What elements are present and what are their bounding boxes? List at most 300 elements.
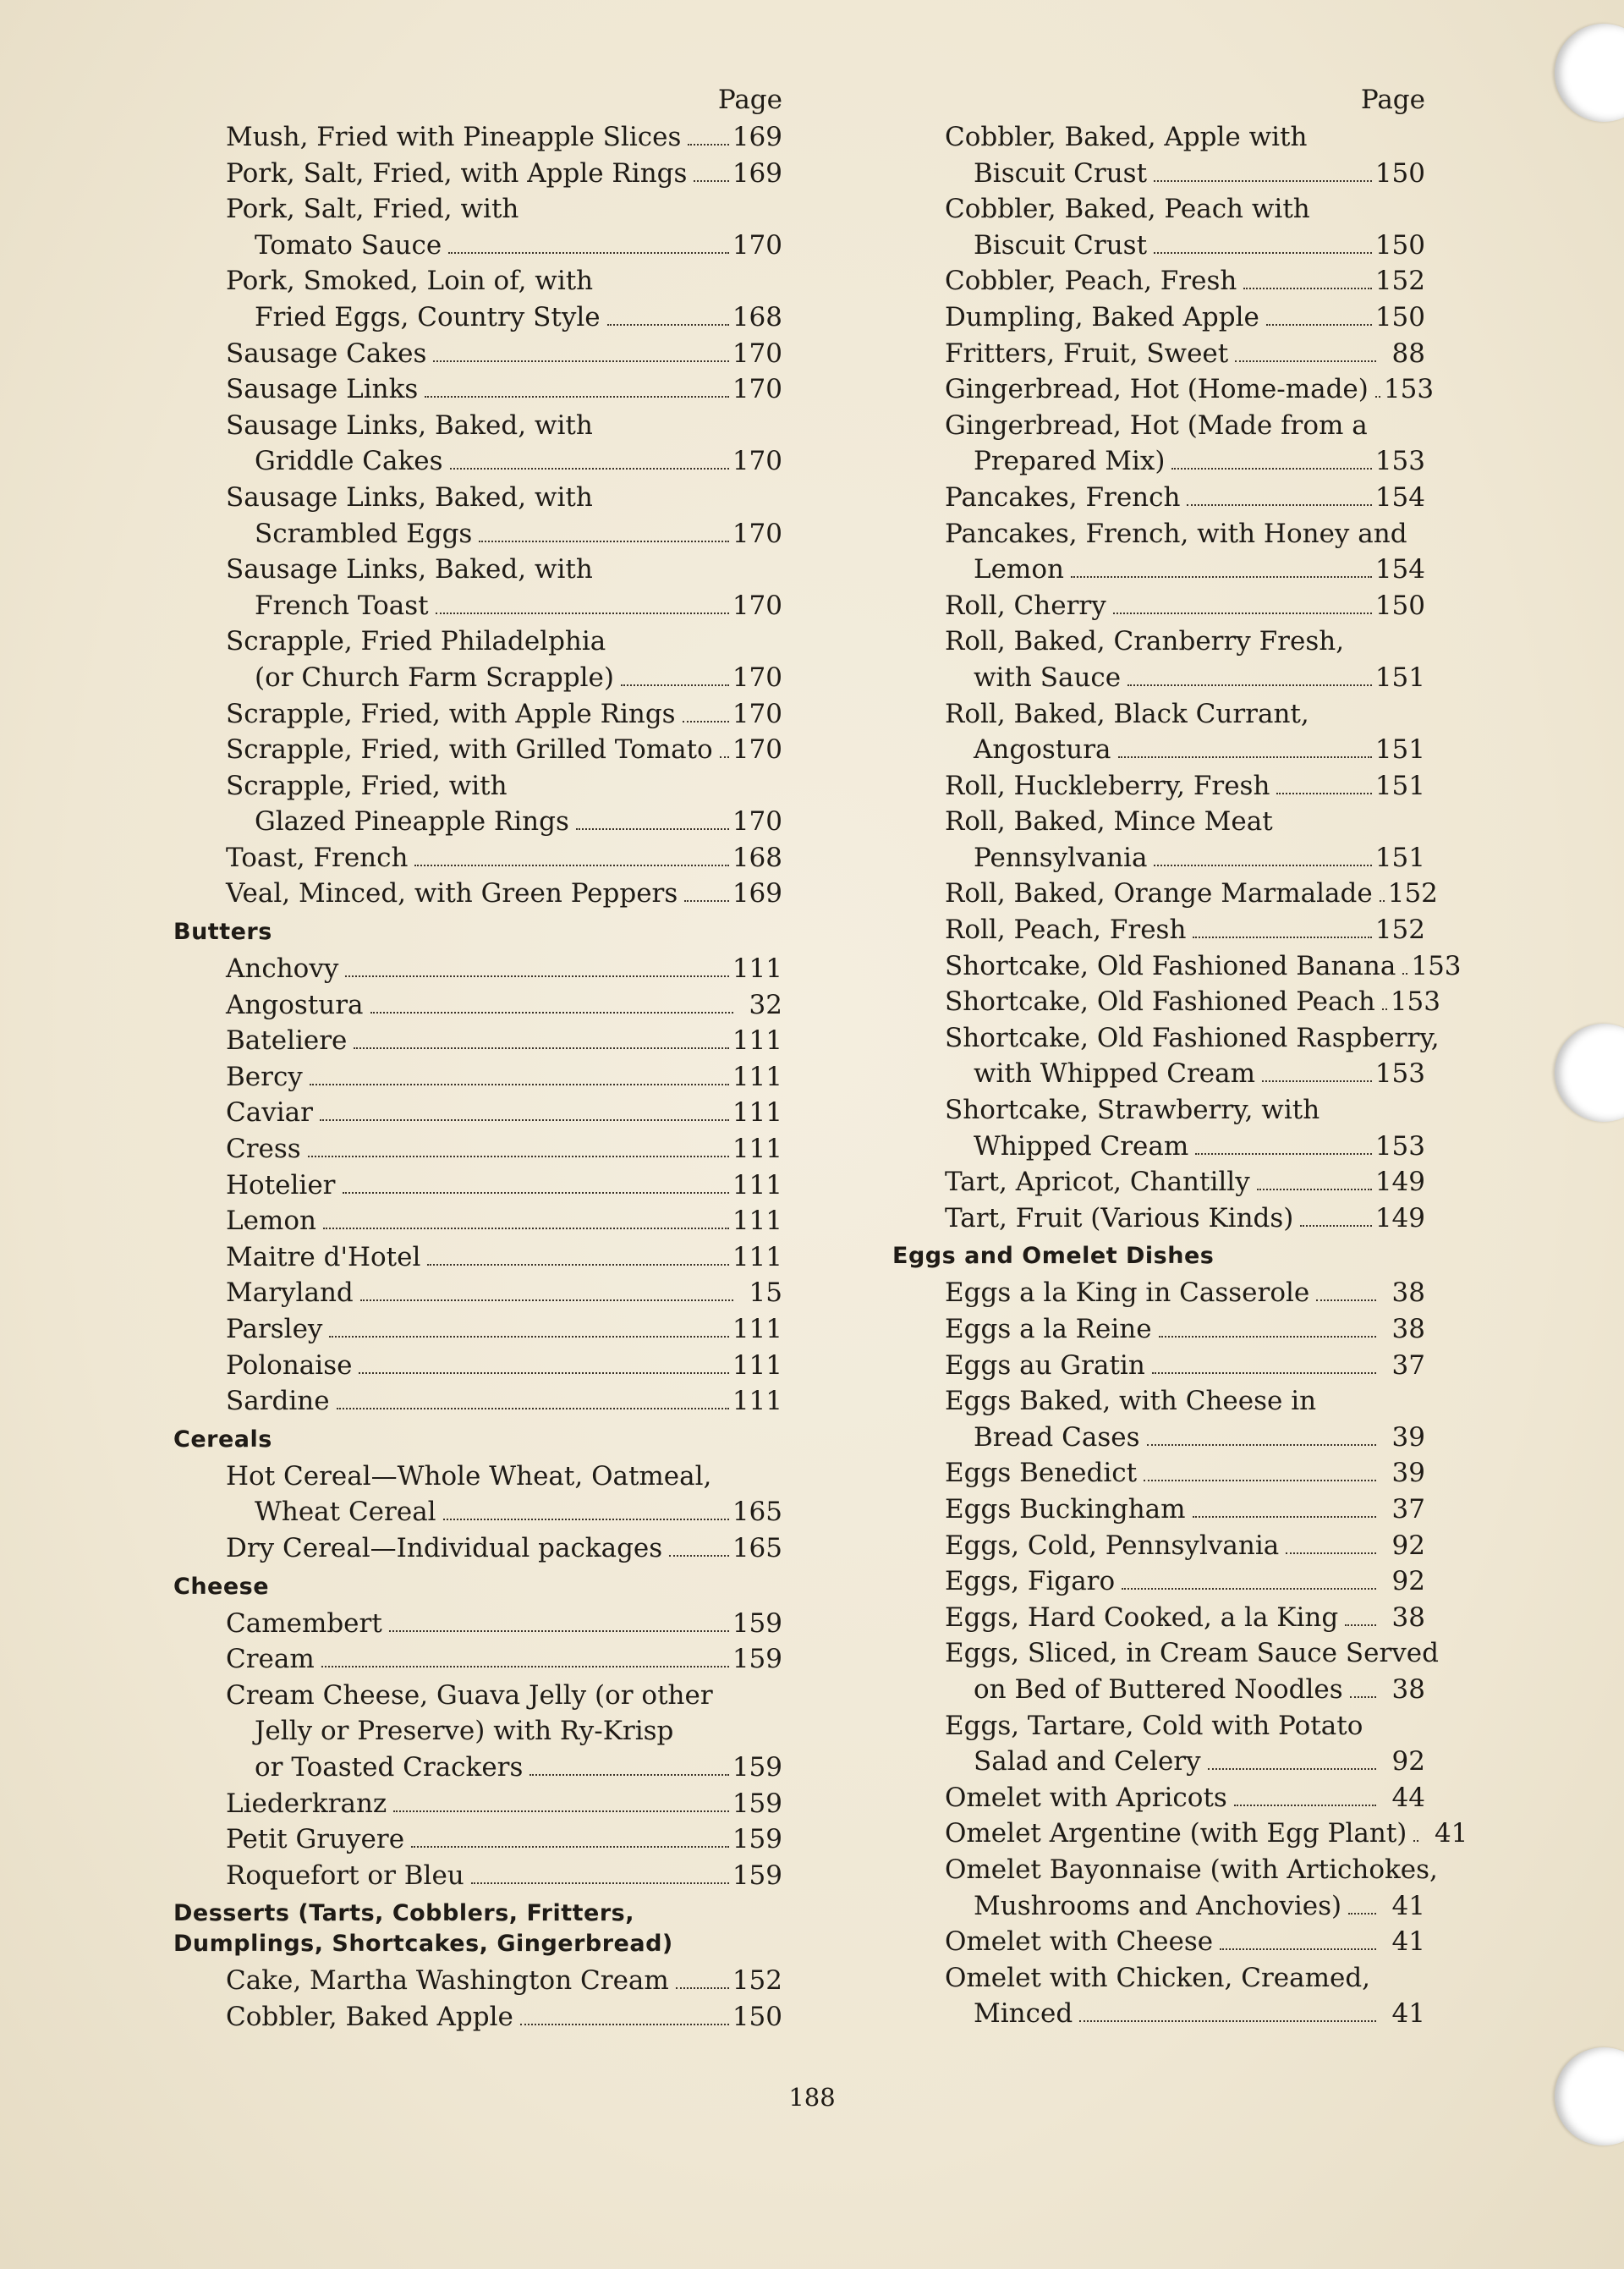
index-entry (173, 1311, 782, 1348)
index-entry-text: Griddle Cakes (255, 446, 443, 477)
index-entry (173, 1095, 782, 1131)
index-entry-text: Biscuit Crust (974, 157, 1148, 189)
index-section-heading: Cereals (173, 1426, 272, 1453)
index-entry-text: Maryland (226, 1277, 354, 1309)
index-entry-text: Roll, Baked, Black Currant, (945, 698, 1309, 729)
index-entry-page: 111 (732, 1025, 782, 1057)
index-entry-page: 170 (732, 338, 782, 369)
index-entry-text: Scrapple, Fried, with Grilled Tomato (226, 734, 713, 766)
index-entry-page: 111 (732, 1134, 782, 1165)
index-entry-page: 150 (1374, 157, 1425, 189)
dot-leader (411, 1846, 729, 1848)
index-entry-page: 111 (732, 953, 782, 985)
index-entry-text: Eggs au Gratin (945, 1349, 1145, 1381)
index-entry (173, 156, 782, 192)
index-entry-page: 38 (1391, 1673, 1425, 1705)
dot-leader (520, 2024, 729, 2025)
index-entry-text: Scrambled Eggs (255, 518, 473, 549)
index-entry (892, 984, 1440, 1020)
index-entry (892, 1383, 1425, 1455)
dot-leader (1152, 1372, 1376, 1374)
dot-leader (321, 1666, 729, 1667)
index-entry (173, 876, 782, 912)
index-entry-text: Pancakes, French (945, 481, 1181, 513)
index-entry (892, 516, 1425, 588)
index-entry-text: Liederkranz (226, 1788, 387, 1819)
index-entry-text: Omelet Bayonnaise (with Artichokes, (945, 1854, 1438, 1885)
index-column-left (173, 80, 782, 2036)
index-entry-text: Gingerbread, Hot (Made from a (945, 409, 1368, 441)
dot-leader (1193, 1516, 1376, 1518)
index-entry-page: 159 (732, 1607, 782, 1639)
index-entry-text: Pennsylvania (974, 842, 1148, 873)
dot-leader (359, 1372, 728, 1374)
page-column-heading: Page (1360, 85, 1425, 115)
index-entry-text: Polonaise (226, 1349, 353, 1381)
dot-leader (479, 541, 729, 542)
index-entry-page: 165 (732, 1532, 782, 1563)
dot-leader (1154, 180, 1372, 182)
index-entry (173, 1459, 782, 1530)
index-entry-page: 152 (1374, 915, 1425, 946)
index-entry-text: Minced (974, 1998, 1073, 2030)
index-entry (892, 876, 1438, 912)
index-entry-page: 111 (732, 1386, 782, 1417)
dot-leader (1159, 1336, 1376, 1338)
index-entry-text: with Whipped Cream (974, 1058, 1255, 1090)
index-entry-text: Shortcake, Old Fashioned Peach (945, 986, 1375, 1018)
index-entry-page: 37 (1391, 1349, 1425, 1381)
dot-leader (310, 1084, 729, 1085)
index-entry-page: 41 (1391, 1890, 1425, 1921)
index-entry-text: Roll, Cherry (945, 590, 1106, 621)
index-entry-text: Roll, Baked, Orange Marmalade (945, 878, 1373, 909)
index-entry-page: 32 (749, 989, 782, 1020)
dot-leader (1380, 900, 1385, 902)
index-entry-text: Lemon (974, 554, 1064, 585)
dot-leader (1154, 252, 1372, 254)
index-entry (892, 1492, 1425, 1528)
dot-leader (1193, 937, 1371, 938)
index-entry (892, 1020, 1440, 1092)
index-entry-page: 159 (732, 1788, 782, 1819)
index-entry (173, 552, 782, 624)
dot-leader (345, 975, 728, 977)
index-entry-text: Whipped Cream (974, 1130, 1189, 1162)
index-entry-page: 111 (732, 1206, 782, 1237)
index-entry-text: Cake, Martha Washington Cream (226, 1965, 669, 1997)
index-entry-page: 38 (1391, 1314, 1425, 1344)
index-entry (892, 1960, 1425, 2032)
index-entry (892, 912, 1425, 948)
index-section-heading: Cheese (173, 1573, 270, 1600)
dot-leader (621, 684, 729, 686)
index-entry-page: 39 (1391, 1458, 1425, 1489)
index-entry (173, 1641, 782, 1678)
index-entry-text: Cress (226, 1134, 301, 1165)
index-entry-page: 154 (1374, 481, 1425, 513)
index-entry-page: 111 (732, 1241, 782, 1272)
dot-leader (393, 1810, 729, 1812)
index-entry (173, 336, 782, 372)
index-entry (892, 1092, 1425, 1164)
index-entry (173, 1239, 782, 1276)
index-entry (892, 1275, 1425, 1311)
index-entry-text: Scrapple, Fried, with (226, 770, 508, 801)
index-entry (892, 804, 1425, 876)
index-entry-page: 111 (732, 1061, 782, 1092)
dot-leader (720, 756, 729, 758)
dot-leader (1382, 1008, 1387, 1010)
index-entry (892, 299, 1425, 336)
dot-leader (694, 180, 728, 182)
index-entry-page: 159 (732, 1644, 782, 1675)
index-entry-page: 151 (1374, 734, 1425, 766)
index-entry-page: 15 (749, 1277, 782, 1309)
index-entry (892, 948, 1462, 985)
dot-leader (1234, 1805, 1376, 1806)
index-entry-text: Sausage Links, Baked, with (226, 409, 593, 441)
index-entry-text: Scrapple, Fried Philadelphia (226, 626, 606, 657)
index-entry-page: 152 (1374, 266, 1425, 297)
index-entry-page: 38 (1391, 1277, 1425, 1309)
dot-leader (676, 1987, 729, 1989)
index-entry-text: Roll, Huckleberry, Fresh (945, 770, 1270, 801)
index-entry (173, 1606, 782, 1642)
index-entry-text: Toast, French (226, 842, 409, 873)
index-entry-page: 170 (732, 446, 782, 477)
index-entry-text: Bread Cases (974, 1421, 1140, 1453)
dot-leader (684, 900, 729, 902)
index-entry-page: 170 (732, 806, 782, 838)
dot-leader (683, 721, 729, 722)
index-entry-text: Lemon (226, 1206, 316, 1237)
index-entry-text: Tomato Sauce (255, 229, 442, 261)
index-entry (892, 1635, 1439, 1707)
index-entry (173, 408, 782, 480)
index-entry (173, 371, 782, 408)
index-entry-page: 153 (1374, 1058, 1425, 1090)
index-entry-text: Bateliere (226, 1025, 348, 1057)
index-entry-text: Cream Cheese, Guava Jelly (or other (226, 1679, 713, 1711)
index-entry-text: Wheat Cereal (255, 1497, 436, 1528)
index-entry (892, 1780, 1425, 1816)
dot-leader (1286, 1552, 1376, 1554)
index-entry (173, 1786, 782, 1822)
dot-leader (1118, 756, 1372, 758)
index-entry-page: 153 (1390, 986, 1440, 1018)
index-entry-text: Eggs, Tartare, Cold with Potato (945, 1710, 1363, 1741)
dot-leader (1113, 613, 1372, 614)
index-entry (173, 1530, 782, 1567)
index-entry-text: Jelly or Preserve) with Ry-Krisp (255, 1716, 674, 1747)
index-entry-page: 153 (1411, 950, 1462, 981)
index-entry (892, 1528, 1425, 1564)
index-entry-text: Shortcake, Strawberry, with (945, 1095, 1320, 1126)
index-entry-page: 170 (732, 734, 782, 766)
dot-leader (436, 613, 729, 614)
index-entry-page: 154 (1374, 554, 1425, 585)
index-entry (892, 336, 1425, 372)
index-entry-page: 92 (1391, 1566, 1425, 1597)
dot-leader (1195, 1153, 1372, 1155)
dot-leader (427, 1264, 728, 1266)
index-entry-text: Fried Eggs, Country Style (255, 301, 601, 332)
index-entry-page: 150 (1374, 229, 1425, 261)
index-entry-text: Pork, Salt, Fried, with (226, 194, 519, 225)
index-entry-page: 170 (732, 662, 782, 693)
index-entry-page: 111 (732, 1349, 782, 1381)
index-entry-page: 44 (1391, 1782, 1425, 1813)
index-entry-page: 152 (1387, 878, 1438, 909)
dot-leader (1144, 1480, 1376, 1481)
index-entry (173, 696, 782, 733)
index-entry (892, 768, 1425, 805)
index-entry-page: 37 (1391, 1493, 1425, 1525)
dot-leader (607, 324, 729, 326)
index-entry-page: 92 (1391, 1746, 1425, 1777)
index-entry-text: Angostura (226, 989, 364, 1020)
index-entry (892, 191, 1425, 263)
dot-leader (1220, 1948, 1376, 1950)
binder-hole-top (1555, 24, 1624, 122)
index-entry-text: (or Church Farm Scrapple) (255, 662, 614, 693)
dot-leader (323, 1228, 729, 1229)
dot-leader (471, 1882, 729, 1884)
page-column-heading: Page (717, 85, 782, 115)
index-entry (892, 371, 1435, 408)
index-entry (173, 1203, 782, 1239)
index-entry (173, 732, 782, 768)
dot-leader (425, 396, 729, 398)
dot-leader (529, 1774, 728, 1776)
index-entry-text: Roll, Baked, Mince Meat (945, 806, 1273, 838)
index-entry (892, 1455, 1425, 1492)
index-entry-text: Cobbler, Peach, Fresh (945, 266, 1237, 297)
index-entry-text: Eggs, Cold, Pennsylvania (945, 1530, 1280, 1561)
index-entry-text: Hot Cereal—Whole Wheat, Oatmeal, (226, 1460, 712, 1492)
index-entry-text: Prepared Mix) (974, 446, 1166, 477)
index-entry-page: 168 (732, 301, 782, 332)
dot-leader (1348, 1913, 1376, 1915)
dot-leader (1171, 468, 1371, 470)
index-section-heading: Butters (173, 919, 272, 946)
index-entry (892, 1708, 1425, 1780)
index-entry-text: Bercy (226, 1061, 303, 1092)
index-entry (173, 1059, 782, 1096)
index-entry-page: 170 (732, 229, 782, 261)
index-entry-page: 111 (732, 1314, 782, 1344)
index-entry-text: Omelet Argentine (with Egg Plant) (945, 1818, 1407, 1849)
dot-leader (337, 1408, 729, 1409)
index-entry-text: French Toast (255, 590, 429, 621)
index-entry-page: 41 (1391, 1998, 1425, 2030)
index-entry (892, 408, 1425, 480)
index-entry-text: Camembert (226, 1607, 382, 1639)
dot-leader (1154, 865, 1371, 866)
index-entry (173, 1275, 782, 1311)
index-entry-text: Dry Cereal—Individual packages (226, 1532, 663, 1563)
index-entry-page: 159 (732, 1751, 782, 1783)
index-entry (892, 1816, 1468, 1852)
index-entry-page: 170 (732, 518, 782, 549)
index-entry-text: Petit Gruyere (226, 1824, 405, 1855)
index-entry-page: 165 (732, 1497, 782, 1528)
index-entry (173, 624, 782, 695)
index-entry-text: Tart, Apricot, Chantilly (945, 1167, 1250, 1198)
index-entry-text: Scrapple, Fried, with Apple Rings (226, 698, 676, 729)
index-entry-text: Anchovy (226, 953, 339, 985)
index-entry-page: 41 (1434, 1818, 1468, 1849)
index-entry-text: Pork, Salt, Fried, with Apple Rings (226, 157, 688, 189)
dot-leader (1122, 1588, 1376, 1590)
index-entry-text: Omelet with Cheese (945, 1926, 1214, 1958)
index-entry-text: Mush, Fried with Pineapple Slices (226, 122, 682, 152)
index-entry-text: Shortcake, Old Fashioned Banana (945, 950, 1396, 981)
index-entries-right (892, 119, 1468, 2032)
dot-leader (1235, 360, 1376, 362)
index-entry-page: 111 (732, 1097, 782, 1129)
index-entry (892, 1852, 1438, 1924)
dot-leader (1147, 1444, 1377, 1446)
index-entry-text: Veal, Minced, with Green Peppers (226, 878, 678, 909)
index-entry-text: on Bed of Buttered Noodles (974, 1673, 1343, 1705)
page-number: 188 (788, 2083, 836, 2112)
dot-leader (1127, 684, 1372, 686)
index-entry-page: 151 (1374, 842, 1425, 873)
dot-leader (433, 360, 728, 362)
dot-leader (320, 1119, 729, 1121)
index-entry-text: Pancakes, French, with Honey and (945, 518, 1407, 549)
dot-leader (1276, 793, 1371, 794)
dot-leader (1187, 504, 1371, 506)
dot-leader (1402, 973, 1407, 975)
index-entry-text: Pork, Smoked, Loin of, with (226, 266, 594, 297)
index-entry-text: Eggs, Hard Cooked, a la King (945, 1601, 1339, 1633)
index-entry (173, 1348, 782, 1384)
index-entry-page: 153 (1374, 1130, 1425, 1162)
index-entry-page: 169 (732, 157, 782, 189)
dot-leader (1266, 324, 1372, 326)
index-entry (892, 119, 1425, 191)
index-entry-text: Eggs a la Reine (945, 1314, 1152, 1344)
index-entry-text: Roquefort or Bleu (226, 1860, 464, 1891)
dot-leader (1262, 1080, 1372, 1082)
dot-leader (414, 865, 728, 866)
index-entry-text: Biscuit Crust (974, 229, 1148, 261)
dot-leader (1345, 1624, 1376, 1626)
index-entry-text: Eggs, Figaro (945, 1566, 1116, 1597)
index-entry-text: with Sauce (974, 662, 1122, 693)
index-entry-text: Parsley (226, 1314, 323, 1344)
dot-leader (360, 1299, 733, 1301)
index-entry-page: 170 (732, 698, 782, 729)
index-entry-page: 111 (732, 1169, 782, 1200)
dot-leader (1300, 1225, 1371, 1227)
index-entry-page: 150 (1374, 590, 1425, 621)
index-entry-text: Shortcake, Old Fashioned Raspberry, (945, 1022, 1440, 1053)
index-column-right (892, 80, 1468, 2032)
index-entry (892, 1924, 1425, 1960)
index-entry-page: 169 (732, 122, 782, 152)
index-entry (173, 1167, 782, 1204)
dot-leader (1316, 1299, 1376, 1301)
index-entry (892, 624, 1425, 695)
index-entry-text: Cobbler, Baked Apple (226, 2001, 513, 2032)
index-entry-text: Mushrooms and Anchovies) (974, 1890, 1342, 1921)
index-entry-page: 92 (1391, 1530, 1425, 1561)
index-entry-page: 170 (732, 374, 782, 405)
index-entry (173, 480, 782, 552)
index-entry-text: Dumpling, Baked Apple (945, 301, 1259, 332)
index-entry-text: Tart, Fruit (Various Kinds) (945, 1202, 1294, 1233)
index-entry-text: Glazed Pineapple Rings (255, 806, 569, 838)
index-entry-page: 151 (1374, 662, 1425, 693)
index-entry-page: 39 (1391, 1421, 1425, 1453)
dot-leader (1257, 1189, 1372, 1190)
index-entry-page: 153 (1374, 446, 1425, 477)
index-entry-page: 41 (1391, 1926, 1425, 1958)
index-entry-text: Eggs a la King in Casserole (945, 1277, 1310, 1309)
index-entry-page: 149 (1374, 1202, 1425, 1233)
index-entry-page: 153 (1383, 374, 1435, 405)
index-entry-page: 170 (732, 590, 782, 621)
dot-leader (1208, 1768, 1376, 1770)
index-entry (892, 1164, 1425, 1200)
index-entry-page: 159 (732, 1824, 782, 1855)
index-entry-text: Salad and Celery (974, 1746, 1201, 1777)
index-entry (892, 1348, 1425, 1384)
dot-leader (443, 1519, 729, 1520)
index-entry-text: Omelet with Apricots (945, 1782, 1227, 1813)
index-entry (892, 263, 1425, 299)
index-entry-text: Eggs, Sliced, in Cream Sauce Served (945, 1638, 1439, 1669)
index-entry (173, 1963, 782, 1999)
index-entry (173, 951, 782, 987)
index-entry-text: Cobbler, Baked, Peach with (945, 194, 1310, 225)
index-entry-text: Maitre d'Hotel (226, 1241, 421, 1272)
dot-leader (389, 1630, 729, 1632)
index-entry (173, 1383, 782, 1420)
dot-leader (329, 1336, 728, 1338)
dot-leader (450, 468, 729, 470)
index-entries-left (173, 119, 782, 2036)
index-entry-page: 149 (1374, 1167, 1425, 1198)
index-entry-text: Sardine (226, 1386, 330, 1417)
index-entry-text: Gingerbread, Hot (Home-made) (945, 374, 1369, 405)
index-entry-page: 169 (732, 878, 782, 909)
index-entry-page: 159 (732, 1860, 782, 1891)
index-entry-page: 150 (732, 2001, 782, 2032)
index-entry-text: Eggs Buckingham (945, 1493, 1186, 1525)
dot-leader (1375, 396, 1380, 398)
index-entry-page: 168 (732, 842, 782, 873)
index-entry-text: Hotelier (226, 1169, 336, 1200)
index-entry-text: Roll, Peach, Fresh (945, 915, 1187, 946)
index-entry-text: Caviar (226, 1097, 313, 1129)
dot-leader (1243, 288, 1371, 289)
dot-leader (354, 1047, 728, 1049)
binder-hole-middle (1555, 1024, 1624, 1122)
dot-leader (688, 144, 728, 146)
index-entry (173, 1858, 782, 1894)
dot-leader (370, 1012, 734, 1014)
index-entry-text: Fritters, Fruit, Sweet (945, 338, 1229, 369)
dot-leader (448, 252, 729, 254)
index-entry-text: Eggs Benedict (945, 1458, 1138, 1489)
index-entry (892, 480, 1425, 516)
index-entry (173, 987, 782, 1024)
